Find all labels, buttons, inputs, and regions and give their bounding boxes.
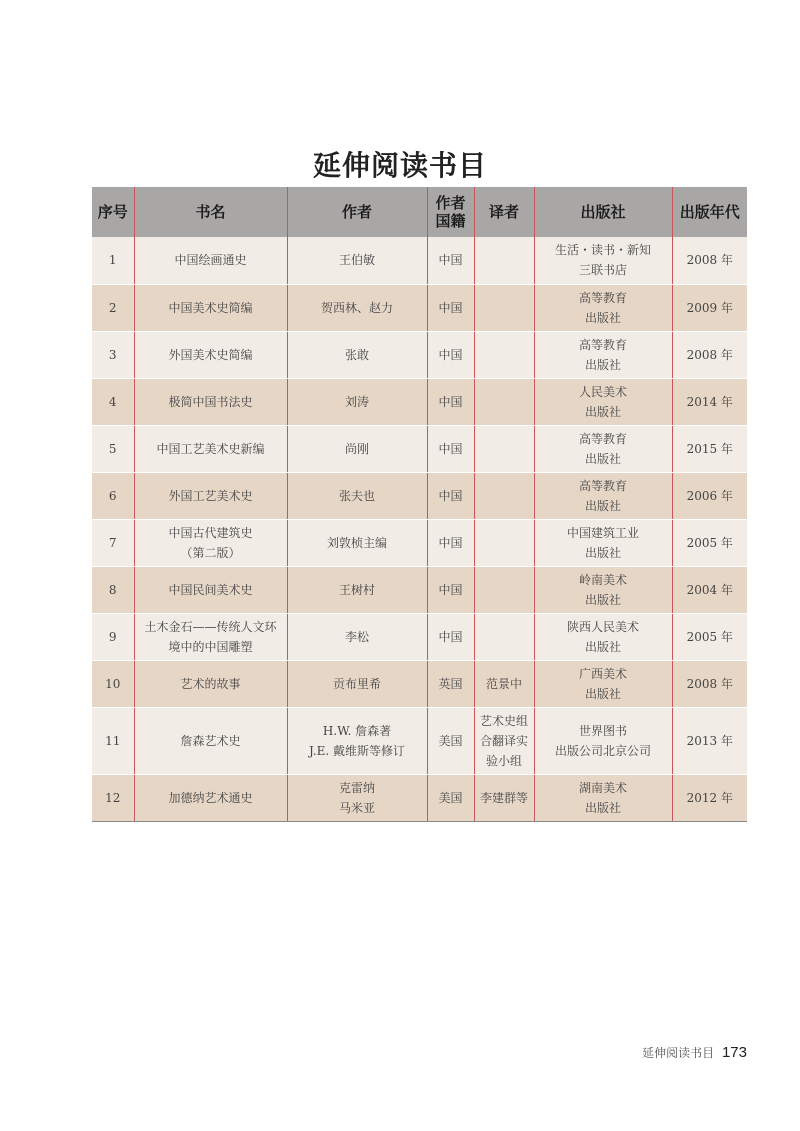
cell-nationality: 中国 xyxy=(427,331,474,378)
cell-publisher-line: 出版社 xyxy=(584,800,621,815)
cell-publisher-line: 高等教育 xyxy=(578,337,627,352)
table-row xyxy=(92,237,747,284)
header-book: 书名 xyxy=(134,187,287,237)
cell-author xyxy=(287,472,427,519)
cell-author-line: 贺西林、赵力 xyxy=(320,300,393,315)
cell-book xyxy=(134,613,287,660)
table-row xyxy=(92,519,747,566)
cell-nationality: 中国 xyxy=(427,237,474,284)
cell-nationality: 英国 xyxy=(427,660,474,707)
cell-publisher-line: 出版社 xyxy=(584,498,621,513)
cell-index: 2 xyxy=(92,284,134,331)
header-author: 作者 xyxy=(287,187,427,237)
cell-publisher-line: 出版社 xyxy=(584,545,621,560)
cell-index: 9 xyxy=(92,613,134,660)
table-row xyxy=(92,707,747,774)
cell-author xyxy=(287,774,427,821)
cell-translator xyxy=(474,237,534,284)
cell-publisher-line: 岭南美术 xyxy=(578,572,627,587)
page-footer xyxy=(642,1044,747,1061)
cell-book xyxy=(134,331,287,378)
cell-author-line: J.E. 戴维斯等修订 xyxy=(308,743,406,758)
cell-publisher-line: 出版公司北京公司 xyxy=(554,743,651,758)
cell-book xyxy=(134,378,287,425)
cell-translator xyxy=(474,378,534,425)
cell-index: 3 xyxy=(92,331,134,378)
cell-book-line: 中国美术史简编 xyxy=(168,300,253,315)
cell-publisher-line: 世界图书 xyxy=(578,723,627,738)
cell-year: 2005 年 xyxy=(672,613,747,660)
cell-book-line: 境中的中国雕塑 xyxy=(168,639,253,654)
cell-book-line: 中国绘画通史 xyxy=(174,253,247,268)
table-row xyxy=(92,566,747,613)
cell-publisher xyxy=(534,660,672,707)
cell-index: 4 xyxy=(92,378,134,425)
cell-nationality: 中国 xyxy=(427,472,474,519)
cell-book xyxy=(134,660,287,707)
cell-author xyxy=(287,613,427,660)
cell-year: 2013 年 xyxy=(672,707,747,774)
cell-book xyxy=(134,284,287,331)
cell-book-line: 艺术的故事 xyxy=(180,676,241,691)
cell-author xyxy=(287,425,427,472)
header-index: 序号 xyxy=(92,187,134,237)
cell-publisher-line: 生活・读书・新知 xyxy=(554,243,651,258)
cell-author-line: 王伯敏 xyxy=(338,253,375,268)
cell-index: 8 xyxy=(92,566,134,613)
cell-publisher xyxy=(534,707,672,774)
cell-nationality: 中国 xyxy=(427,613,474,660)
cell-book xyxy=(134,519,287,566)
cell-index: 11 xyxy=(92,707,134,774)
cell-book-line: 中国古代建筑史 xyxy=(168,525,253,540)
cell-nationality: 中国 xyxy=(427,566,474,613)
cell-year: 2008 年 xyxy=(672,331,747,378)
cell-book-line: 中国工艺美术史新编 xyxy=(156,441,265,456)
cell-author-line: 尚刚 xyxy=(344,441,369,456)
table-row xyxy=(92,613,747,660)
cell-publisher-line: 出版社 xyxy=(584,404,621,419)
cell-translator xyxy=(474,660,534,707)
header-nationality-line2: 国籍 xyxy=(435,212,466,230)
cell-nationality: 美国 xyxy=(427,707,474,774)
cell-publisher-line: 出版社 xyxy=(584,310,621,325)
cell-publisher xyxy=(534,472,672,519)
cell-author-line: 马米亚 xyxy=(338,800,375,815)
cell-book-line: 极简中国书法史 xyxy=(168,394,253,409)
table-row xyxy=(92,774,747,821)
cell-publisher-line: 出版社 xyxy=(584,639,621,654)
cell-publisher-line: 出版社 xyxy=(584,357,621,372)
cell-publisher xyxy=(534,237,672,284)
cell-year: 2009 年 xyxy=(672,284,747,331)
table-body xyxy=(92,237,747,821)
cell-translator xyxy=(474,519,534,566)
cell-year: 2014 年 xyxy=(672,378,747,425)
cell-author xyxy=(287,284,427,331)
cell-publisher xyxy=(534,613,672,660)
reading-list-table xyxy=(92,187,747,822)
cell-book xyxy=(134,566,287,613)
cell-publisher-line: 出版社 xyxy=(584,592,621,607)
cell-translator-line: 合翻译实 xyxy=(479,733,528,748)
table-row xyxy=(92,284,747,331)
cell-publisher xyxy=(534,378,672,425)
cell-book xyxy=(134,707,287,774)
cell-nationality: 美国 xyxy=(427,774,474,821)
cell-publisher xyxy=(534,774,672,821)
cell-book-line: 外国工艺美术史 xyxy=(168,488,253,503)
cell-book-line: 詹森艺术史 xyxy=(180,733,241,748)
cell-year: 2006 年 xyxy=(672,472,747,519)
cell-publisher-line: 出版社 xyxy=(584,451,621,466)
cell-author-line: 贡布里希 xyxy=(332,676,381,691)
cell-author-line: 王树村 xyxy=(338,582,375,597)
cell-book-line: 外国美术史简编 xyxy=(168,347,253,362)
cell-translator xyxy=(474,331,534,378)
cell-year: 2012 年 xyxy=(672,774,747,821)
cell-author-line: 李松 xyxy=(344,629,369,644)
cell-publisher xyxy=(534,425,672,472)
cell-translator xyxy=(474,774,534,821)
cell-nationality: 中国 xyxy=(427,284,474,331)
cell-author xyxy=(287,378,427,425)
cell-index: 10 xyxy=(92,660,134,707)
cell-translator xyxy=(474,613,534,660)
cell-year: 2005 年 xyxy=(672,519,747,566)
table-row xyxy=(92,472,747,519)
cell-author xyxy=(287,660,427,707)
header-nationality xyxy=(427,187,474,237)
cell-book xyxy=(134,425,287,472)
header-translator: 译者 xyxy=(474,187,534,237)
header-nationality-line1: 作者 xyxy=(435,194,466,212)
cell-year: 2008 年 xyxy=(672,660,747,707)
table-row xyxy=(92,378,747,425)
cell-translator-line: 验小组 xyxy=(485,753,522,768)
cell-translator xyxy=(474,284,534,331)
cell-author-line: H.W. 詹森著 xyxy=(322,723,392,738)
cell-translator xyxy=(474,425,534,472)
table-header-row xyxy=(92,187,747,237)
cell-year: 2008 年 xyxy=(672,237,747,284)
cell-publisher-line: 三联书店 xyxy=(578,263,627,278)
cell-publisher-line: 陕西人民美术 xyxy=(566,619,639,634)
cell-index: 7 xyxy=(92,519,134,566)
cell-publisher-line: 高等教育 xyxy=(578,478,627,493)
cell-book xyxy=(134,774,287,821)
cell-author xyxy=(287,331,427,378)
cell-translator xyxy=(474,707,534,774)
cell-author-line: 克雷纳 xyxy=(338,780,375,795)
cell-book xyxy=(134,472,287,519)
cell-author xyxy=(287,519,427,566)
cell-author xyxy=(287,237,427,284)
cell-book-line: 中国民间美术史 xyxy=(168,582,253,597)
table-row xyxy=(92,660,747,707)
cell-translator-line: 李建群等 xyxy=(479,790,528,805)
cell-book xyxy=(134,237,287,284)
table-row xyxy=(92,425,747,472)
page-number: 173 xyxy=(721,1044,747,1061)
header-year: 出版年代 xyxy=(672,187,747,237)
cell-translator xyxy=(474,566,534,613)
cell-author-line: 刘敦桢主编 xyxy=(326,535,387,550)
cell-publisher-line: 高等教育 xyxy=(578,431,627,446)
cell-publisher xyxy=(534,566,672,613)
cell-publisher-line: 人民美术 xyxy=(578,384,627,399)
cell-index: 12 xyxy=(92,774,134,821)
cell-year: 2004 年 xyxy=(672,566,747,613)
cell-index: 5 xyxy=(92,425,134,472)
cell-nationality: 中国 xyxy=(427,425,474,472)
header-publisher: 出版社 xyxy=(534,187,672,237)
cell-nationality: 中国 xyxy=(427,519,474,566)
cell-book-line: （第二版） xyxy=(180,545,241,560)
footer-label: 延伸阅读书目 xyxy=(642,1046,715,1060)
cell-index: 1 xyxy=(92,237,134,284)
cell-publisher-line: 出版社 xyxy=(584,686,621,701)
cell-author-line: 张夫也 xyxy=(338,488,375,503)
cell-publisher xyxy=(534,284,672,331)
cell-publisher-line: 中国建筑工业 xyxy=(566,525,639,540)
table-row xyxy=(92,331,747,378)
cell-translator xyxy=(474,472,534,519)
cell-author-line: 张敢 xyxy=(344,347,369,362)
cell-book-line: 加德纳艺术通史 xyxy=(168,790,253,805)
page-title: 延伸阅读书目 xyxy=(312,149,487,182)
cell-publisher xyxy=(534,519,672,566)
cell-nationality: 中国 xyxy=(427,378,474,425)
cell-year: 2015 年 xyxy=(672,425,747,472)
cell-publisher-line: 广西美术 xyxy=(578,666,627,681)
cell-publisher xyxy=(534,331,672,378)
cell-author xyxy=(287,707,427,774)
cell-author-line: 刘涛 xyxy=(344,394,369,409)
cell-translator-line: 艺术史组 xyxy=(479,713,528,728)
cell-author xyxy=(287,566,427,613)
cell-index: 6 xyxy=(92,472,134,519)
cell-book-line: 土木金石——传统人文环 xyxy=(144,619,277,634)
cell-publisher-line: 湖南美术 xyxy=(578,780,627,795)
cell-publisher-line: 高等教育 xyxy=(578,290,627,305)
cell-translator-line: 范景中 xyxy=(485,676,522,691)
